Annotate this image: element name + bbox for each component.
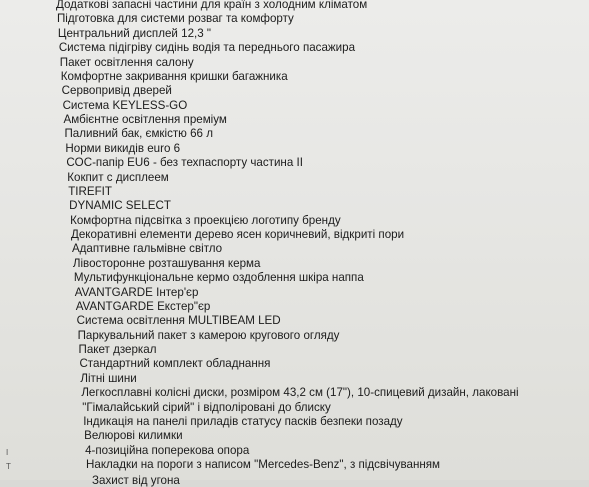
list-item: COC-папір EU6 - без техпаспорту частина II (66, 156, 303, 170)
list-item: AVANTGARDE Екстер"єр (75, 299, 211, 313)
list-item: Лівосторонне розташування керма (72, 256, 261, 270)
list-item: Стандартний комплект обладнання (79, 357, 271, 371)
list-item: Паркувальний пакет з камерою кругового огляду (77, 328, 340, 342)
list-item: Додаткові запасні частини для країн з холодним кліматом (56, 0, 368, 11)
list-item: Центральний дисплей 12,3 " (57, 26, 212, 40)
list-item: Декоративні елементи дерево ясен коричневий, відкриті пори (71, 228, 405, 241)
list-item: "Гімалайський сірий" і відполіровані до блиску (82, 400, 331, 414)
list-item: Система підігріву сидінь водія та переднього пасажира (58, 41, 356, 55)
edge-mark: I (6, 448, 9, 457)
list-item: Комфортне закривання кришки багажника (60, 69, 288, 83)
list-item: Система KEYLESS-GO (62, 98, 188, 112)
list-item: Індикація на панелі приладів статусу пасків безпеки позаду (83, 414, 403, 428)
list-item: Адаптивне гальмівне світло (71, 242, 223, 256)
list-item: Велюрові килимки (84, 429, 183, 443)
list-item: Паливний бак, ємкістю 66 л (64, 127, 213, 141)
list-item: 4-позиційна поперекова опора (85, 443, 250, 457)
list-item: Амбієнтне освітлення преміум (63, 113, 227, 126)
list-item: Норми викидів euro 6 (65, 141, 181, 155)
list-item: Мультифункціональне кермо оздоблення шкіра наппа (73, 271, 364, 285)
list-item: Літні шини (80, 371, 137, 385)
list-item: Комфортна підсвітка з проекцією логотипу бренду (70, 213, 341, 227)
list-item: Пакет дзеркал (78, 343, 157, 356)
edge-mark: T (6, 462, 11, 471)
list-item: AVANTGARDE Інтер'єр (74, 285, 199, 299)
list-item: Система освітлення MULTIBEAM LED (76, 314, 281, 328)
list-item: Підготовка для системи розваг та комфорту (56, 12, 294, 26)
list-item: DYNAMIC SELECT (69, 199, 171, 213)
list-item: Пакет освітлення салону (59, 55, 194, 69)
list-item: Кокпит с дисплеем (67, 170, 169, 184)
list-item: Сервопривід дверей (61, 84, 172, 98)
cut-off-list-item: Захист від угона (92, 474, 180, 487)
list-item: TIREFIT (68, 184, 112, 198)
list-item: Накладки на пороги з написом "Mercedes-Benz", з підсвічуванням (86, 458, 441, 471)
list-item: Легкосплавні колісні диски, розміром 43,2 см (17"), 10-спицевий дизайн, лаковані (81, 386, 519, 400)
